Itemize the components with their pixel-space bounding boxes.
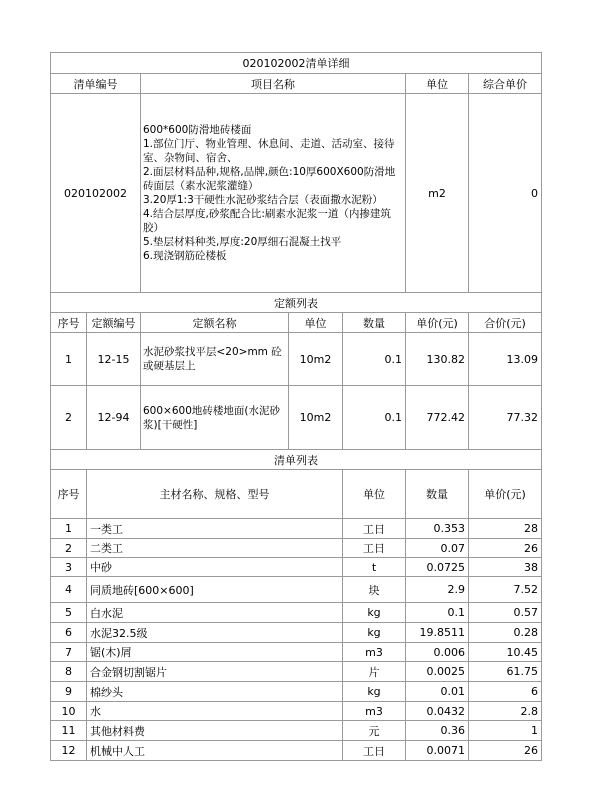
material-row (51, 603, 542, 623)
material-row (51, 662, 542, 682)
material-price: 38 (469, 558, 542, 577)
material-name: 机械中人工 (87, 741, 343, 761)
material-price: 1 (469, 721, 542, 741)
quota-code-header: 定额编号 (87, 313, 141, 333)
quota-unit: 10m2 (289, 386, 343, 450)
material-price: 7.52 (469, 577, 542, 603)
quota-row (51, 333, 542, 386)
material-name: 合金钢切割锯片 (87, 662, 343, 682)
material-price: 0.57 (469, 603, 542, 623)
material-row (51, 702, 542, 721)
material-row (51, 519, 542, 539)
material-name: 其他材料费 (87, 721, 343, 741)
material-section-title: 清单列表 (51, 450, 542, 470)
bill-item-description: 600*600防滑地砖楼面 1.部位门厅、物业管理、休息间、走道、活动室、接待室、杂物间、宿舍、 2.面层材料品种,规格,品牌,颜色:10厚600X600防滑地砖面层（素水泥浆灌缝） 3.20厚1:3干硬性水泥砂浆结合层（表面撒水泥粉） 4.结合层厚度,砂浆配合比:刷素水泥浆一道（内掺建筑胶） 5.垫层材料种类,厚度:20厚细石混凝土找平 6.现浇钢筋砼楼板 (141, 94, 406, 293)
material-price: 6 (469, 682, 542, 702)
material-qty: 0.01 (406, 682, 469, 702)
material-name: 中砂 (87, 558, 343, 577)
material-unit: m3 (343, 643, 406, 662)
material-row (51, 577, 542, 603)
quota-header-row (51, 313, 542, 333)
material-unit: kg (343, 623, 406, 643)
material-seq: 10 (51, 702, 87, 721)
material-unit: 工日 (343, 519, 406, 539)
material-unit-header: 单位 (343, 470, 406, 519)
material-qty: 0.0071 (406, 741, 469, 761)
material-price: 2.8 (469, 702, 542, 721)
material-price: 10.45 (469, 643, 542, 662)
material-unit: kg (343, 603, 406, 623)
material-qty: 0.36 (406, 721, 469, 741)
material-qty: 0.006 (406, 643, 469, 662)
material-row (51, 623, 542, 643)
material-price: 26 (469, 741, 542, 761)
material-qty: 0.0432 (406, 702, 469, 721)
material-qty: 0.0725 (406, 558, 469, 577)
material-seq: 11 (51, 721, 87, 741)
quota-unit: 10m2 (289, 333, 343, 386)
material-name: 一类工 (87, 519, 343, 539)
material-qty: 0.1 (406, 603, 469, 623)
bill-item-code: 020102002 (51, 94, 141, 293)
quota-qty: 0.1 (343, 333, 406, 386)
material-qty: 0.353 (406, 519, 469, 539)
material-unit: 工日 (343, 741, 406, 761)
material-name: 水 (87, 702, 343, 721)
quota-code: 12-15 (87, 333, 141, 386)
material-seq-header: 序号 (51, 470, 87, 519)
quota-price: 130.82 (406, 333, 469, 386)
material-row (51, 558, 542, 577)
material-seq: 7 (51, 643, 87, 662)
material-unit: kg (343, 682, 406, 702)
material-price: 0.28 (469, 623, 542, 643)
material-unit: 工日 (343, 539, 406, 558)
quota-seq: 1 (51, 333, 87, 386)
material-name: 二类工 (87, 539, 343, 558)
material-price: 61.75 (469, 662, 542, 682)
material-seq: 2 (51, 539, 87, 558)
quota-total: 13.09 (469, 333, 542, 386)
quota-qty-header: 数量 (343, 313, 406, 333)
quota-qty: 0.1 (343, 386, 406, 450)
quota-total-header: 合价(元) (469, 313, 542, 333)
quota-price-header: 单价(元) (406, 313, 469, 333)
material-seq: 9 (51, 682, 87, 702)
bill-item-unit: m2 (406, 94, 469, 293)
quota-price: 772.42 (406, 386, 469, 450)
material-name: 棉纱头 (87, 682, 343, 702)
material-unit: m3 (343, 702, 406, 721)
material-row (51, 643, 542, 662)
material-row (51, 682, 542, 702)
material-qty-header: 数量 (406, 470, 469, 519)
material-row (51, 539, 542, 558)
material-seq: 12 (51, 741, 87, 761)
material-row (51, 721, 542, 741)
bill-code-header: 清单编号 (51, 74, 141, 94)
material-name: 白水泥 (87, 603, 343, 623)
quota-row (51, 386, 542, 450)
quota-code: 12-94 (87, 386, 141, 450)
material-name-header: 主材名称、规格、型号 (87, 470, 343, 519)
bill-header-row (51, 74, 542, 94)
material-list (51, 519, 542, 761)
material-row (51, 741, 542, 761)
quota-name: 水泥砂浆找平层<20>mm 砼或硬基层上 (141, 333, 289, 386)
material-seq: 8 (51, 662, 87, 682)
table-title: 020102002清单详细 (51, 53, 542, 74)
quota-section-title: 定额列表 (51, 293, 542, 313)
material-seq: 5 (51, 603, 87, 623)
material-qty: 19.8511 (406, 623, 469, 643)
material-header-row (51, 470, 542, 519)
quota-name: 600×600地砖楼地面(水泥砂浆)[干硬性] (141, 386, 289, 450)
quota-seq-header: 序号 (51, 313, 87, 333)
quota-name-header: 定额名称 (141, 313, 289, 333)
material-qty: 2.9 (406, 577, 469, 603)
material-seq: 1 (51, 519, 87, 539)
material-price-header: 单价(元) (469, 470, 542, 519)
quota-total: 77.32 (469, 386, 542, 450)
bill-item-row (51, 94, 542, 293)
material-qty: 0.0025 (406, 662, 469, 682)
material-unit: 片 (343, 662, 406, 682)
material-seq: 4 (51, 577, 87, 603)
material-unit: 块 (343, 577, 406, 603)
material-name: 锯(木)屑 (87, 643, 343, 662)
material-qty: 0.07 (406, 539, 469, 558)
material-name: 水泥32.5级 (87, 623, 343, 643)
material-seq: 6 (51, 623, 87, 643)
material-name: 同质地砖[600×600] (87, 577, 343, 603)
material-unit: t (343, 558, 406, 577)
bill-unit-header: 单位 (406, 74, 469, 94)
bill-item-price: 0 (469, 94, 542, 293)
quota-seq: 2 (51, 386, 87, 450)
bill-price-header: 综合单价 (469, 74, 542, 94)
material-price: 26 (469, 539, 542, 558)
material-seq: 3 (51, 558, 87, 577)
bill-detail-table (50, 52, 542, 761)
material-price: 28 (469, 519, 542, 539)
material-unit: 元 (343, 721, 406, 741)
bill-name-header: 项目名称 (141, 74, 406, 94)
quota-unit-header: 单位 (289, 313, 343, 333)
